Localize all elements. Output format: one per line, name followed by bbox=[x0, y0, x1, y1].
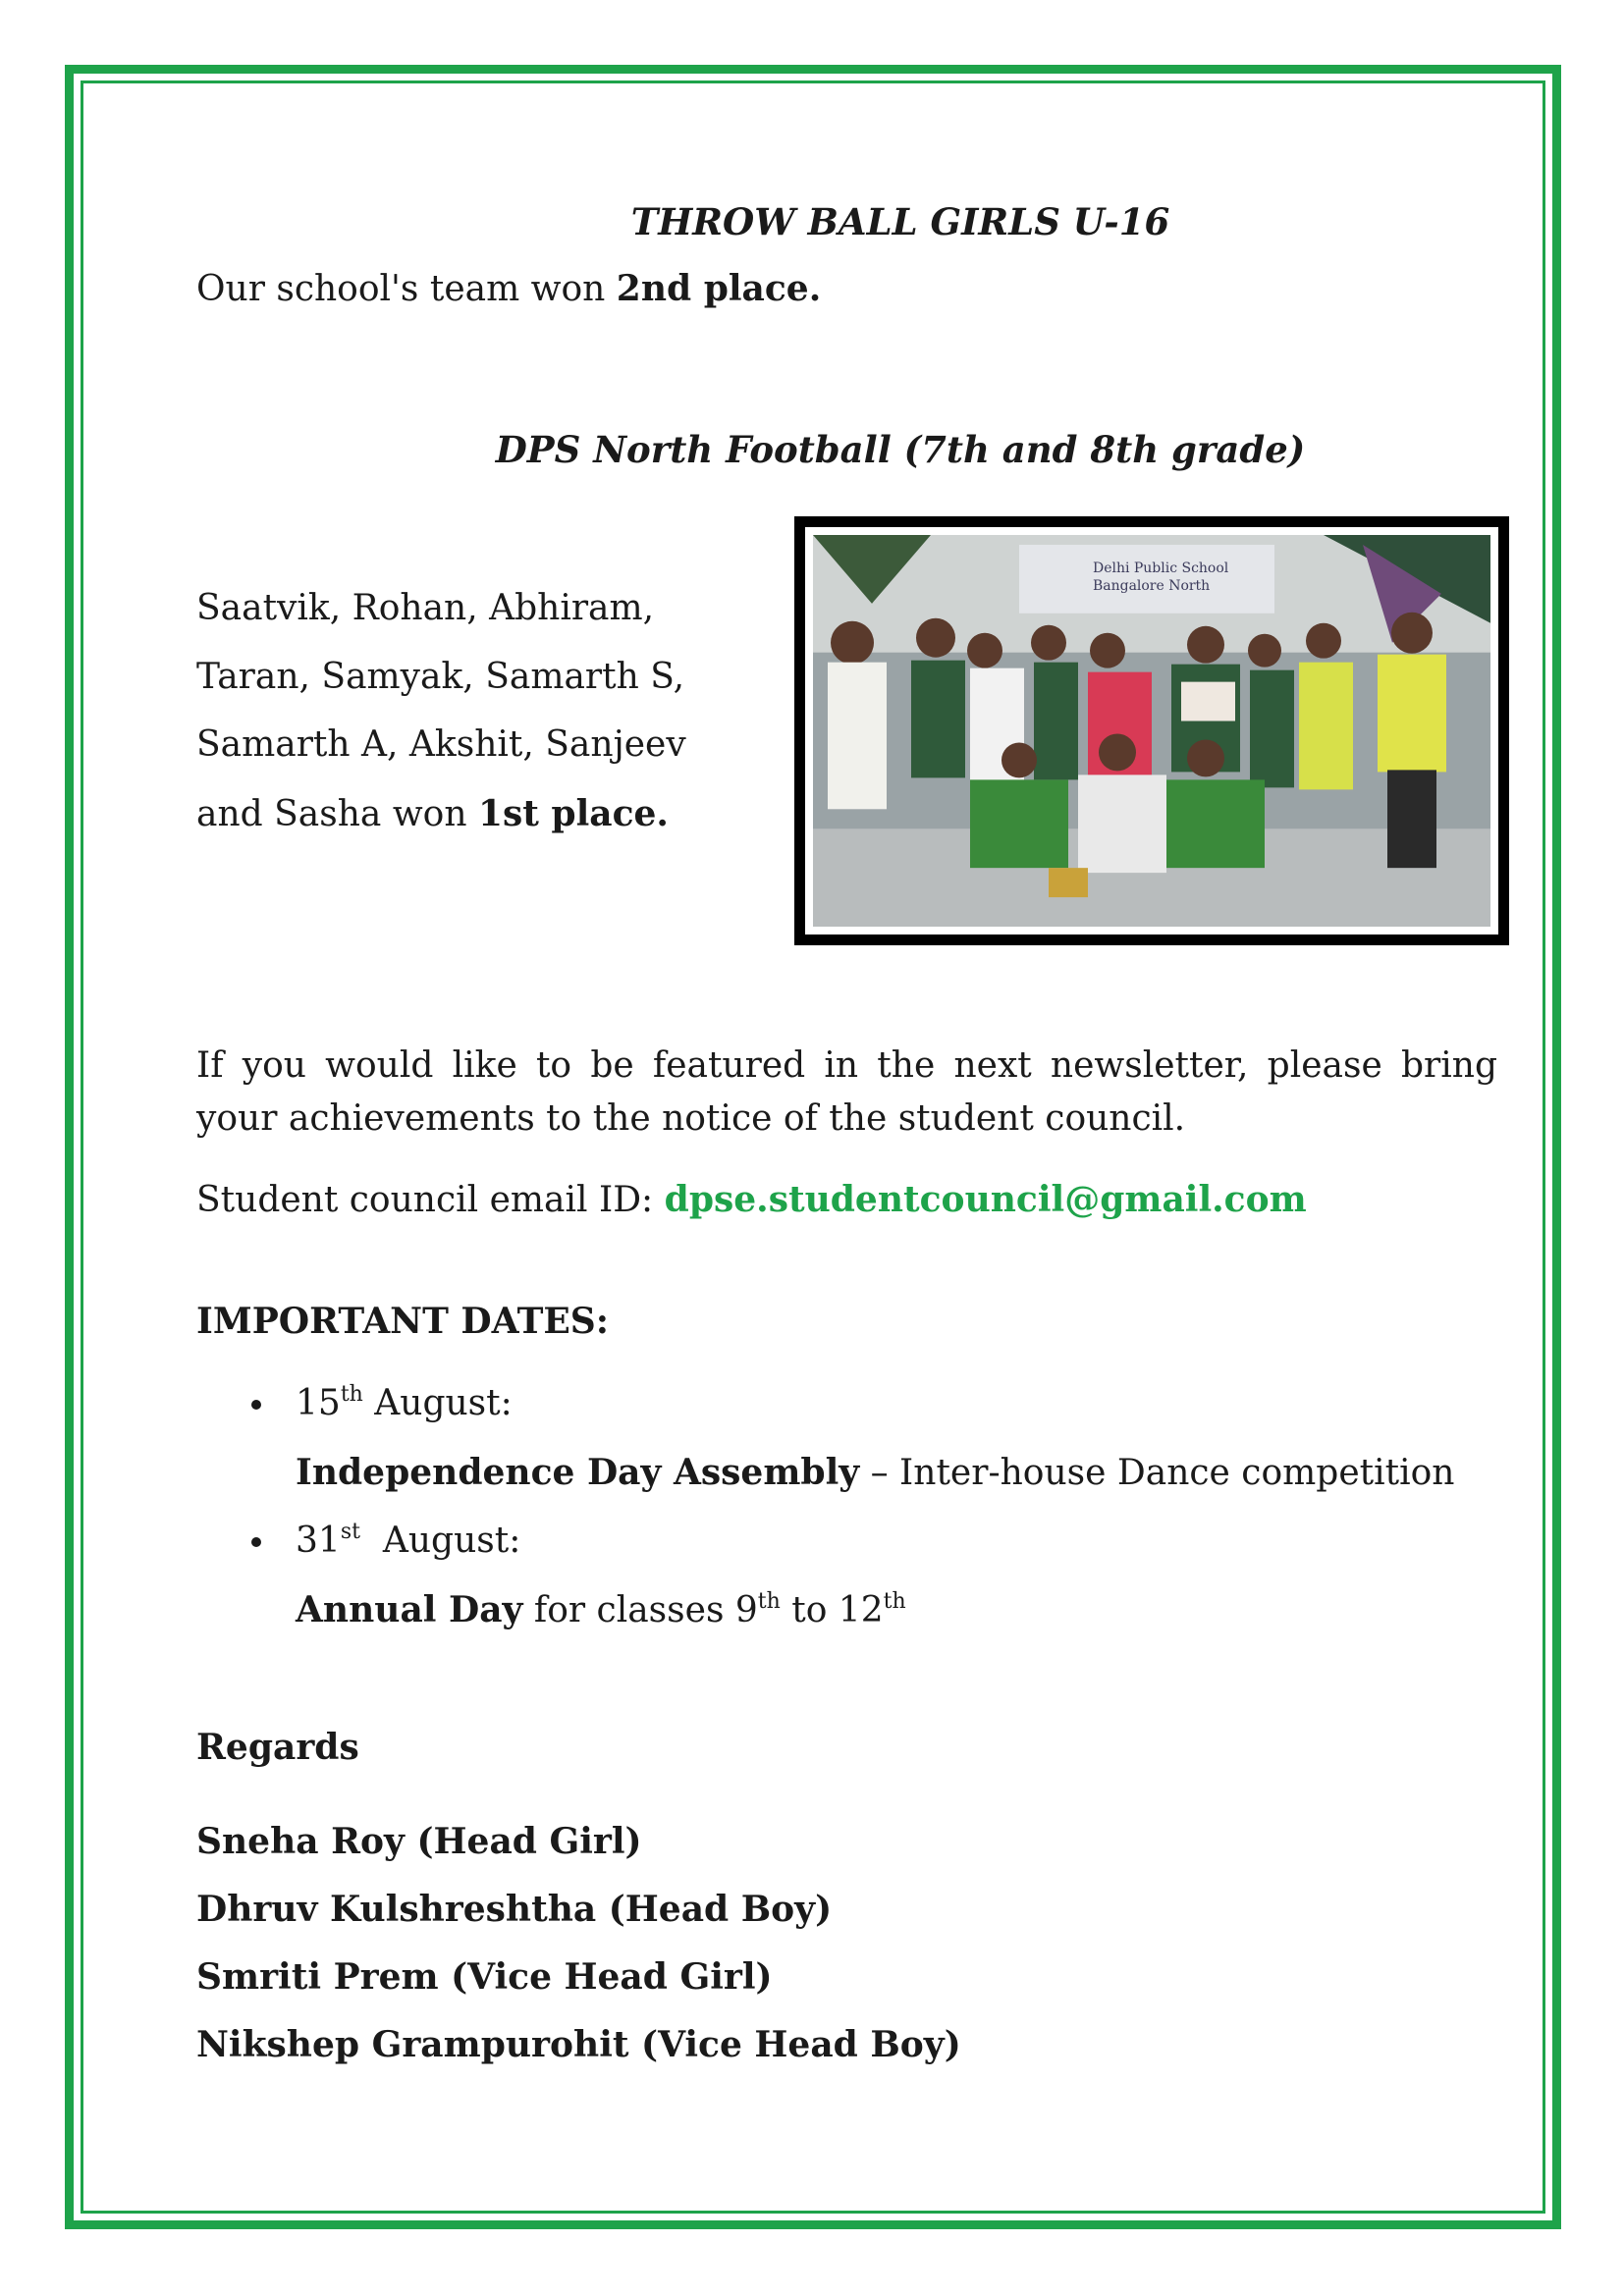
football-title: DPS North Football (7th and 8th grade) bbox=[495, 428, 1306, 471]
team-photo-image bbox=[813, 535, 1490, 927]
bullet-icon bbox=[251, 1400, 261, 1410]
date-month: August: bbox=[359, 1521, 521, 1561]
signatory-name: Nikshep Grampurohit (Vice Head Boy) bbox=[196, 2024, 961, 2065]
football-names-text: and Sasha won bbox=[196, 794, 478, 834]
signatory-name: Sneha Roy (Head Girl) bbox=[196, 1821, 642, 1862]
banner-text-2: Bangalore North bbox=[1093, 577, 1211, 594]
signatory-name: Dhruv Kulshreshtha (Head Boy) bbox=[196, 1889, 833, 1930]
date-event bbox=[296, 1584, 906, 1636]
event-name: Independence Day Assembly bbox=[296, 1452, 860, 1493]
important-dates-heading: IMPORTANT DATES: bbox=[196, 1301, 610, 1342]
date-item bbox=[296, 1516, 520, 1567]
bullet-icon bbox=[251, 1537, 261, 1547]
football-names-line bbox=[196, 788, 669, 840]
date-item bbox=[296, 1378, 513, 1429]
throwball-result-text: Our school's team won bbox=[196, 269, 617, 309]
date-suffix: th bbox=[340, 1382, 363, 1407]
event-detail: for classes 9 bbox=[522, 1590, 758, 1630]
throwball-title: THROW BALL GIRLS U-16 bbox=[630, 200, 1170, 243]
class-suffix: th bbox=[883, 1589, 906, 1614]
throwball-result bbox=[196, 263, 821, 315]
event-detail: to 12 bbox=[780, 1590, 884, 1630]
banner-text-1: Delhi Public School bbox=[1093, 560, 1229, 576]
council-email-link[interactable]: dpse.studentcouncil@gmail.com bbox=[664, 1179, 1307, 1220]
football-names-line: Saatvik, Rohan, Abhiram, bbox=[196, 588, 655, 628]
email-label: Student council email ID: bbox=[196, 1180, 665, 1220]
date-suffix: st bbox=[340, 1520, 360, 1544]
event-detail: – Inter-house Dance competition bbox=[859, 1453, 1455, 1493]
throwball-result-place: 2nd place. bbox=[616, 268, 822, 309]
date-day: 15 bbox=[296, 1383, 341, 1423]
event-name: Annual Day bbox=[296, 1589, 523, 1630]
date-month: August: bbox=[362, 1383, 513, 1423]
feature-paragraph: If you would like to be featured in the next newsletter, please bring your achievements to the notice of the student council. bbox=[196, 1045, 1497, 1139]
class-suffix: th bbox=[757, 1589, 781, 1614]
football-names-line: Samarth A, Akshit, Sanjeev bbox=[196, 724, 686, 765]
signatory-name: Smriti Prem (Vice Head Girl) bbox=[196, 1956, 773, 1998]
football-result-place: 1st place. bbox=[477, 793, 669, 834]
football-names-line: Taran, Samyak, Samarth S, bbox=[196, 657, 685, 697]
team-photo bbox=[794, 516, 1509, 945]
email-line bbox=[196, 1174, 1307, 1226]
regards-text: Regards bbox=[196, 1727, 359, 1768]
date-event bbox=[296, 1447, 1454, 1499]
date-day: 31 bbox=[296, 1521, 341, 1561]
